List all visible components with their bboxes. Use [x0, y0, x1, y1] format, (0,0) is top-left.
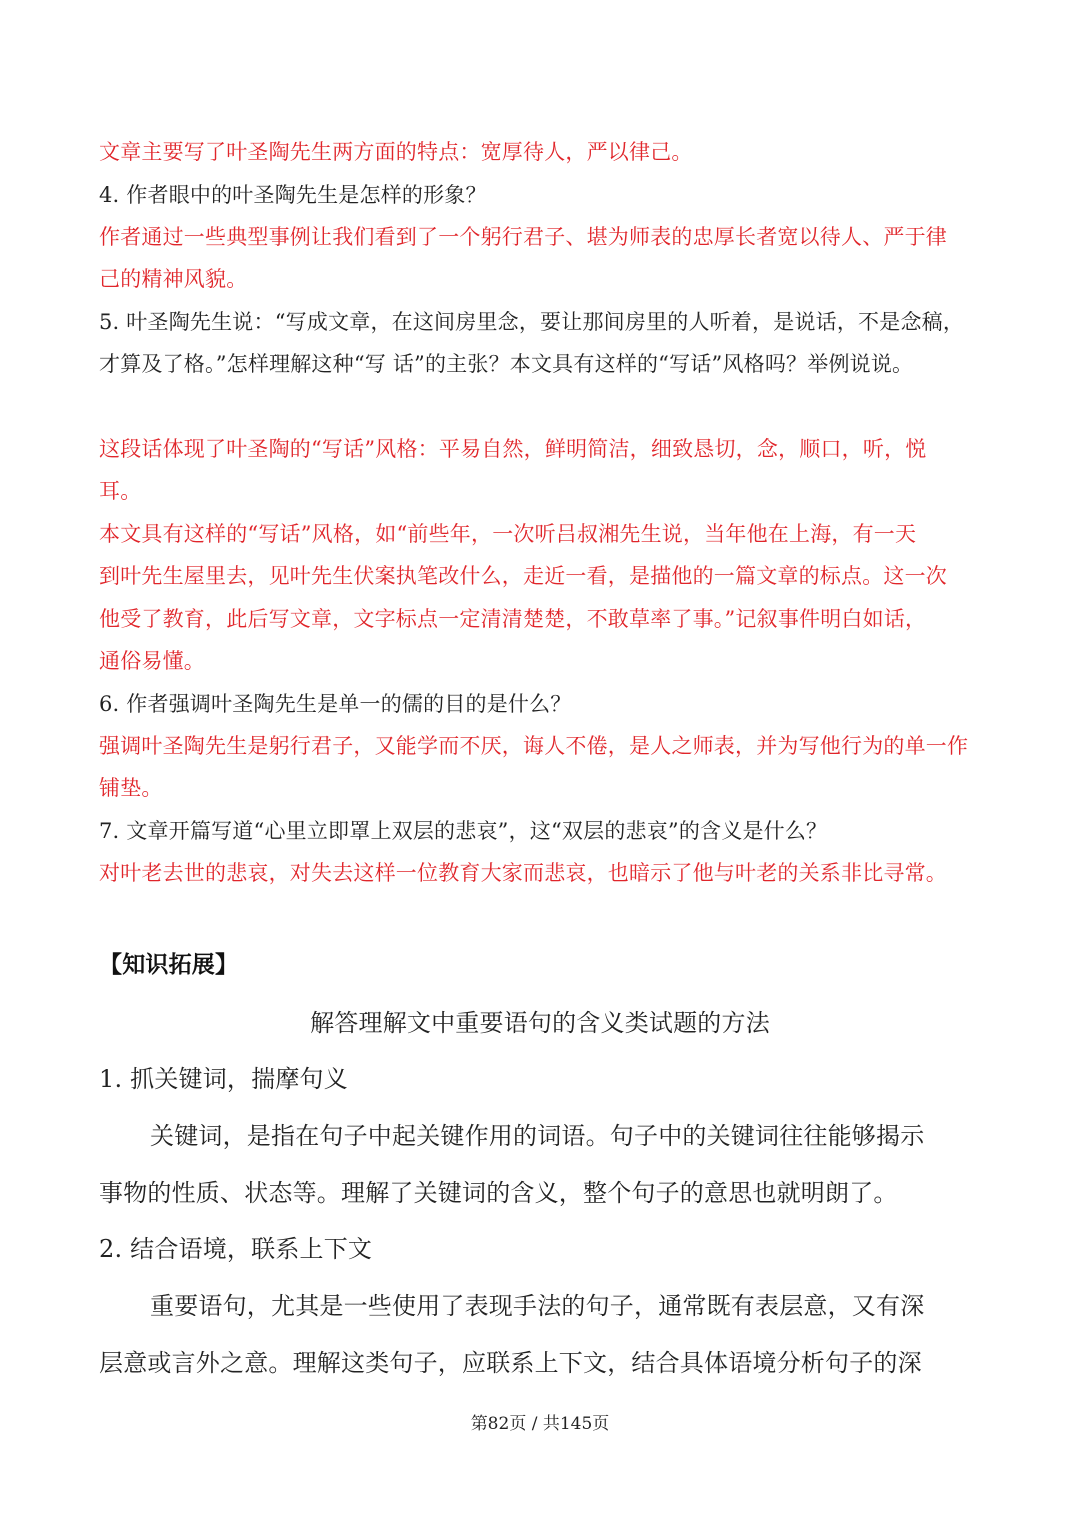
question-5-line-2: 才算及了格。”怎样理解这种“写 话”的主张？本文具有这样的“写话”风格吗？举例说说。: [99, 352, 914, 376]
answer-5b-line-1: 本文具有这样的“写话”风格，如“前些年，一次听吕叔湘先生说，当年他在上海，有一天: [99, 522, 917, 546]
section-title: 解答理解文中重要语句的含义类试题的方法: [310, 1009, 770, 1037]
answer-5a-line-2: 耳。: [99, 479, 142, 503]
method-2-heading: 2. 结合语境，联系上下文: [99, 1235, 373, 1263]
method-1-heading: 1. 抓关键词，揣摩句义: [99, 1065, 348, 1093]
question-5-line-1: 5. 叶圣陶先生说：“写成文章，在这间房里念，要让那间房里的人听着，是说话，不是念稿，: [99, 310, 965, 334]
answer-4-line-1: 作者通过一些典型事例让我们看到了一个躬行君子、堪为师表的忠厚长者宽以待人、严于律: [99, 225, 947, 249]
answer-5b-line-4: 通俗易懂。: [99, 649, 205, 673]
page-number: 第82页 / 共145页: [470, 1414, 610, 1434]
method-2-paragraph-line-1: 重要语句，尤其是一些使用了表现手法的句子，通常既有表层意，又有深: [150, 1292, 925, 1320]
method-1-paragraph-line-1: 关键词，是指在句子中起关键作用的词语。句子中的关键词往往能够揭示: [150, 1122, 925, 1150]
method-1-paragraph-line-2: 事物的性质、状态等。理解了关键词的含义，整个句子的意思也就明朗了。: [99, 1179, 898, 1207]
answer-5b-line-3: 他受了教育，此后写文章，文字标点一定清清楚楚，不敢草率了事。”记叙事件明白如话，: [99, 607, 927, 631]
question-4: 4. 作者眼中的叶圣陶先生是怎样的形象？: [99, 183, 487, 207]
answer-7: 对叶老去世的悲哀，对失去这样一位教育大家而悲哀，也暗示了他与叶老的关系非比寻常。: [99, 861, 947, 885]
answer-5b-line-2: 到叶先生屋里去，见叶先生伏案执笔改什么，走近一看，是描他的一篇文章的标点。这一次: [99, 564, 947, 588]
answer-4-line-2: 己的精神风貌。: [99, 267, 248, 291]
answer-3: 文章主要写了叶圣陶先生两方面的特点：宽厚待人，严以律己。: [99, 140, 693, 164]
section-heading: 【知识拓展】: [99, 952, 239, 978]
answer-6-line-2: 铺垫。: [99, 776, 163, 800]
method-2-paragraph-line-2: 层意或言外之意。理解这类句子，应联系上下文，结合具体语境分析句子的深: [99, 1349, 922, 1377]
answer-6-line-1: 强调叶圣陶先生是躬行君子，又能学而不厌，诲人不倦，是人之师表，并为写他行为的单一作: [99, 734, 969, 758]
question-7: 7. 文章开篇写道“心里立即罩上双层的悲哀”，这“双层的悲哀”的含义是什么？: [99, 819, 828, 843]
question-6: 6. 作者强调叶圣陶先生是单一的儒的目的是什么？: [99, 692, 572, 716]
answer-5a-line-1: 这段话体现了叶圣陶的“写话”风格：平易自然，鲜明简洁，细致恳切，念，顺口，听，悦: [99, 437, 927, 461]
